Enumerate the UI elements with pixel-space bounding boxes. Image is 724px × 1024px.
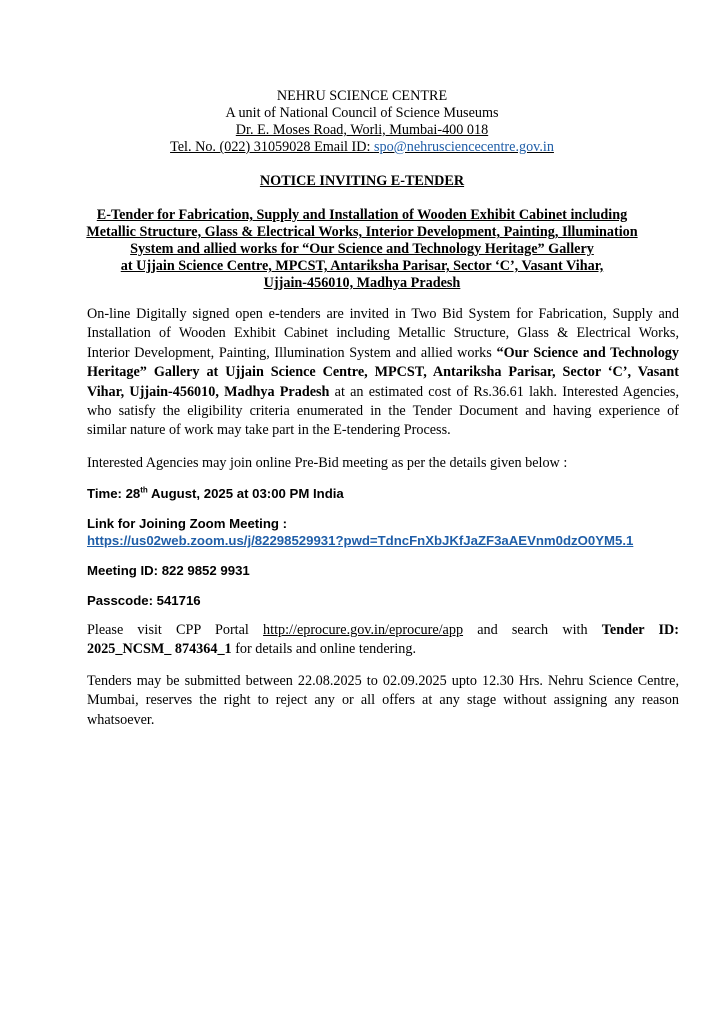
meeting-passcode: Passcode: 541716 bbox=[87, 593, 201, 608]
subject-line-5: Ujjain-456010, Madhya Pradesh bbox=[263, 275, 461, 291]
meeting-id: Meeting ID: 822 9852 9931 bbox=[87, 563, 250, 578]
tender-id-value: 2025_NCSM_ 874364_1 bbox=[87, 641, 232, 658]
portal-line bbox=[87, 621, 679, 640]
notice-title: NOTICE INVITING E-TENDER bbox=[259, 173, 465, 189]
submission-line: whatsoever. bbox=[87, 711, 155, 728]
intro-line bbox=[87, 383, 679, 402]
subject-line-1: E-Tender for Fabrication, Supply and Installation of Wooden Exhibit Cabinet including bbox=[96, 207, 628, 223]
visit-text: Please visit CPP Portal bbox=[87, 622, 264, 638]
intro-text: Interior Development, Painting, Illumination System and allied works bbox=[87, 344, 497, 361]
intro-line: Heritage” Gallery at Ujjain Science Centre, MPCST, Antariksha Parisar, Sector ‘C’, Vasant bbox=[87, 364, 679, 381]
email-link[interactable]: spo@nehrusciencecentre.gov.in bbox=[373, 139, 554, 155]
tel-text: Tel. No. (022) 31059028 Email ID: bbox=[170, 139, 374, 155]
submission-paragraph bbox=[87, 672, 679, 730]
org-name: NEHRU SCIENCE CENTRE bbox=[276, 88, 448, 104]
prebid-intro bbox=[87, 454, 679, 473]
intro-line: Installation of Wooden Exhibit Cabinet including Metallic Structure, Glass & Electrical Works, bbox=[87, 325, 679, 342]
gallery-name: “Our Science and Technology bbox=[496, 344, 679, 361]
estimated-cost: at an estimated cost of Rs.36.61 lakh. Interested Agencies, bbox=[329, 383, 679, 400]
subject-line-3: System and allied works for “Our Science and Technology Heritage” Gallery bbox=[130, 241, 594, 257]
submission-line: Mumbai, reserves the right to reject any or all offers at any stage without assigning any reason bbox=[87, 692, 679, 709]
search-text: and search with bbox=[463, 622, 602, 638]
portal-tail: for details and online tendering. bbox=[231, 641, 417, 658]
time-sup: th bbox=[140, 485, 148, 495]
venue-name: Vihar, Ujjain-456010, Madhya Pradesh bbox=[87, 383, 330, 400]
cpp-portal-link[interactable]: http://eprocure.gov.in/eprocure/app bbox=[263, 622, 464, 638]
subject-line-2: Metallic Structure, Glass & Electrical Works, Interior Development, Painting, Illumination bbox=[86, 224, 638, 240]
intro-line bbox=[87, 344, 679, 363]
intro-paragraph bbox=[87, 305, 679, 441]
meeting-time bbox=[87, 485, 344, 502]
org-address: Dr. E. Moses Road, Worli, Mumbai-400 018 bbox=[235, 122, 489, 138]
cpp-portal-paragraph bbox=[87, 621, 679, 660]
submission-line: Tenders may be submitted between 22.08.2025 to 02.09.2025 upto 12.30 Hrs. Nehru Science Centre, bbox=[87, 673, 679, 689]
time-label: Time: 28 bbox=[87, 486, 141, 501]
portal-line bbox=[87, 640, 679, 659]
prebid-text: Interested Agencies may join online Pre-Bid meeting as per the details given below : bbox=[87, 455, 568, 471]
intro-line: On-line Digitally signed open e-tenders are invited in Two Bid System for Fabrication, Supply and bbox=[87, 306, 679, 322]
org-unit-line: A unit of National Council of Science Museums bbox=[225, 105, 499, 121]
intro-line: similar nature of work may take part in the E-tendering Process. bbox=[87, 422, 451, 439]
subject-line-4: at Ujjain Science Centre, MPCST, Antariksha Parisar, Sector ‘C’, Vasant Vihar, bbox=[120, 258, 604, 274]
tender-id-label: Tender ID: bbox=[601, 622, 679, 638]
contact-line bbox=[0, 139, 724, 156]
intro-line: who satisfy the eligibility criteria enumerated in the Tender Document and having experience of bbox=[87, 402, 679, 419]
zoom-label: Link for Joining Zoom Meeting : bbox=[87, 516, 287, 531]
zoom-meeting-link[interactable]: https://us02web.zoom.us/j/82298529931?pwd=TdncFnXbJKfJaZF3aAEVnm0dzO0YM5.1 bbox=[87, 533, 634, 548]
time-value: August, 2025 at 03:00 PM India bbox=[147, 486, 344, 501]
